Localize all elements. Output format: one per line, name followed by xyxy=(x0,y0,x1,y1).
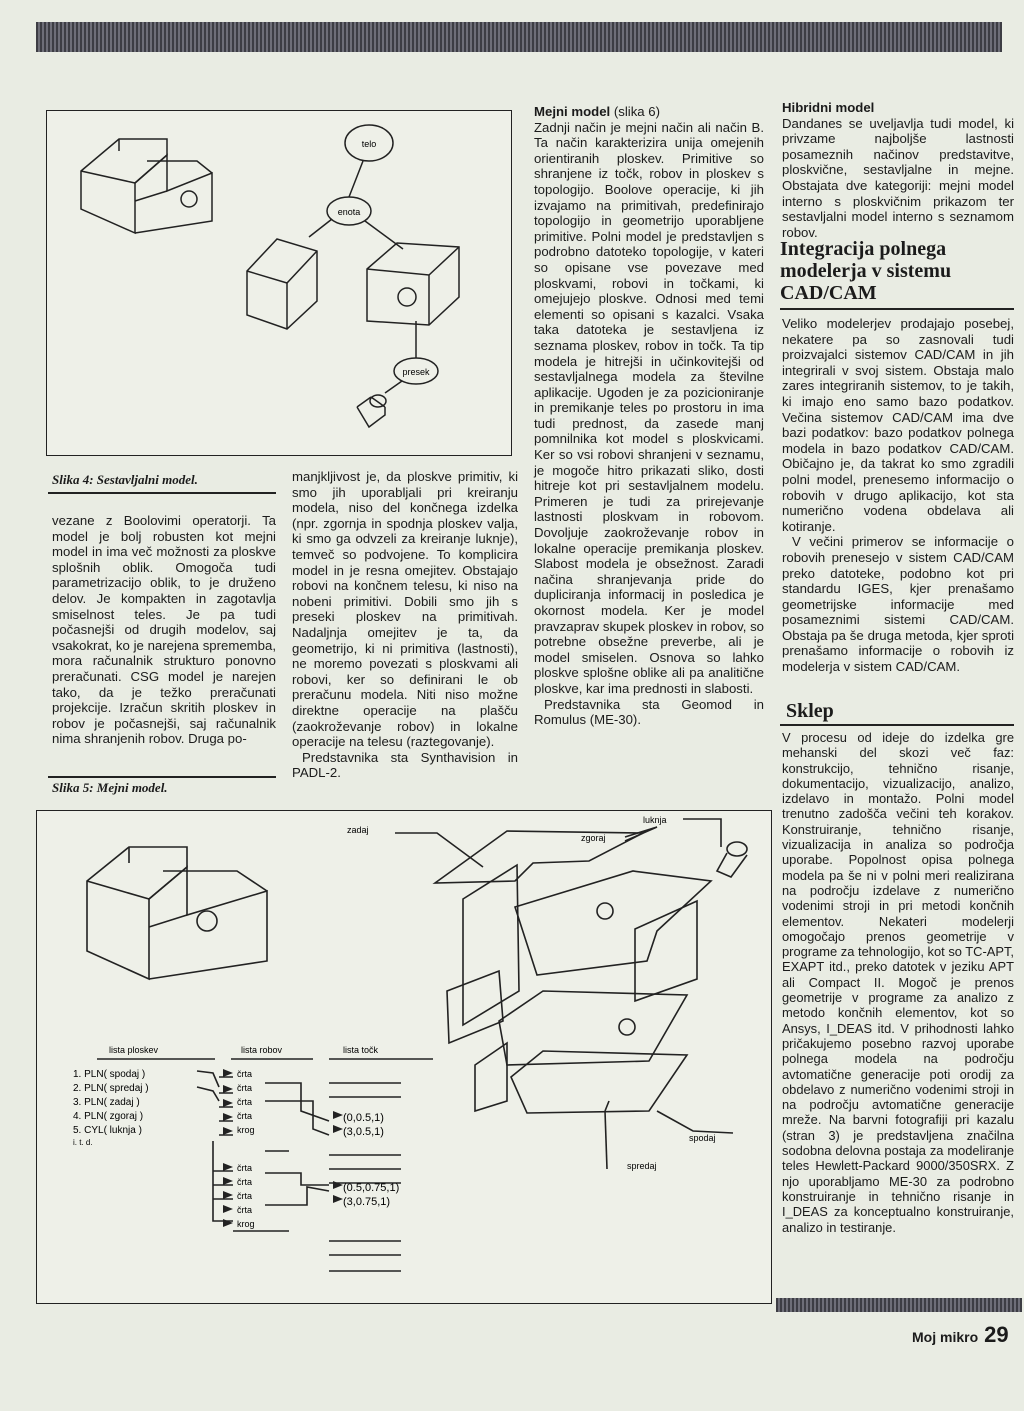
header-lista-tock: lista točk xyxy=(343,1045,379,1055)
edge-b-5: krog xyxy=(237,1219,255,1229)
heading-integracija: Integracija polnega modelerja v sistemu CAD/CAM xyxy=(780,238,952,304)
face-item-etc: i. t. d. xyxy=(73,1138,93,1147)
col4-paragraph-2: Veliko modelerjev prodajajo posebej, nekatere pa so zasnovali tudi proizvajalci sistemov CAD/CAM in jih integrirali v svoj sistem. Obstaja malo zares integriranih sistemov, to je takih, ki imajo eno samo bazo podatkov. Večina sistemov CAD/CAM ima dve bazi podatkov: bazo podatkov polnega modela in bazo podatkov CAD/CAM. Običajno je, da takrat ko smo zgradili polni model, prenesemo informacijo o robovih v drugo aplikacijo, kot sta numerično vodena obdelava ali kotiranje. xyxy=(782,316,1014,534)
edge-a-5: krog xyxy=(237,1125,255,1135)
label-telo: telo xyxy=(361,139,377,149)
point-b-1: (0.5,0.75,1) xyxy=(343,1182,400,1194)
col3-subhead: Mejni model xyxy=(534,104,611,119)
face-item-2: 2. PLN( spredaj ) xyxy=(73,1083,149,1094)
edge-a-2: črta xyxy=(237,1083,253,1093)
figure-5-box xyxy=(36,810,772,1304)
figure-5-drawing xyxy=(37,811,771,1303)
point-a-2: (3,0.5,1) xyxy=(343,1126,384,1138)
label-presek: presek xyxy=(402,367,430,377)
col3-paragraph-1: Zadnji način je mejni način ali način B. Ta način karakterizira unija omejenih orientiranih ploskev. Primitive so shranjene iz točk, robov in ploskev s topologijo. Boolove operacije, ki jih izvajamo na primitivah, predefinirajo topologijo in geometrijo uporabljene primitive. Polni model je predstavljen s podrobno datoteko topologije, v kateri so opisane vse povezave med ploskvami, robovi in točkami, ki omejujejo ploskve. Odnosi med temi elementi so opisani s kazalci. Vsaka taka datoteka je sestavljena iz seznama ploskev, robov in točk. Ta tip modela je hitrejši in učinkovitejši od sestavljalnega modela za številne aplikacije. Ugoden je za pozicioniranje in premikanje teles po prostoru in ima tudi prednost, da zasede manj pomnilnika kot model s ploskvicami. Ker so vsi robovi shranjeni v seznamu, je mogoče hitro prikazati sliko, dosti hitreje kot pri sestavljalnem modelu. Primeren je tudi za prirejevanje lastnosti ploskvam in robovom. Dovoljuje zaokroževanje robov in lokalne operacije premikanja ploskev. Slabost modela je obsežnost. Zaradi načina shranjevanja pride do dupliciranja informacij in posledica je okornost modela. Ker je model pravzaprav skupek ploskev in robov, so potrebne obsežne preverbe, ali je model smiselen. Osnova so lahko ploskve splošne oblike ali pa analitične ploskve, kar ima prednosti in slabosti. xyxy=(534,119,764,696)
edge-a-3: črta xyxy=(237,1097,253,1107)
figure-4-drawing xyxy=(47,111,511,455)
col4-paragraph-3: V večini primerov se informacije o robovih prenesejo v sistem CAD/CAM preko datoteke, podobno kot pri standardu IGES, kjer prenašamo geometrijske informacije med posameznimi sistemi CAD/CAM. Obstaja pa še druga metoda, kjer sproti prenašamo informacije o robovih iz modelerja v sistem CAD/CAM. xyxy=(782,534,1014,675)
col3-subhead-line xyxy=(534,104,764,120)
caption-rule-2 xyxy=(48,776,276,778)
edge-b-2: črta xyxy=(237,1177,253,1187)
page-number: 29 xyxy=(984,1322,1009,1347)
figure-4-caption: Slika 4: Sestavljalni model. xyxy=(52,472,198,487)
col4-subhead: Hibridni model xyxy=(782,100,875,115)
bottom-decorative-bar xyxy=(776,1298,1022,1312)
point-b-2: (3,0.75,1) xyxy=(343,1196,391,1208)
top-decorative-bar xyxy=(36,22,1002,52)
column-1 xyxy=(52,513,276,747)
column-4-bottom xyxy=(782,730,1014,1235)
face-item-5: 5. CYL( luknja ) xyxy=(73,1125,142,1136)
edge-b-1: črta xyxy=(237,1163,253,1173)
edge-b-4: črta xyxy=(237,1205,253,1215)
label-luknja: luknja xyxy=(643,815,667,825)
header-lista-ploskev: lista ploskev xyxy=(109,1045,159,1055)
col4-paragraph-1: Dandanes se uveljavlja tudi model, ki privzame najboljše lastnosti posameznih načinov predstavitve, ploskvične, sestavljalne in mejne. Obstajata dve kategoriji: mejni model interno s ploskvičnim prikazom ter sestavljalni model interno s seznamom robov. xyxy=(782,115,1014,240)
col1-paragraph-1: vezane z Boolovimi operatorji. Ta model je bolj robusten kot mejni model in ima več možnosti za ploskve splošnih oblik. Omogoča tudi parametrizacijo oblik, to je druženo delov. Je kompakten in zagotavlja smiselnost teles. Je pa tudi počasnejši od drugih modelov, saj vsakokrat, ko je narejena sprememba, mora računalnik strukturo ponovno preračunati. CSG model je narejen tako, da je težko preračunati projekcije. Izračun skritih ploskev in robov je počasnejši, saj računalnik nima shranjenih robov. Druga po- xyxy=(52,513,276,747)
col2-paragraph-2: Predstavnika sta Synthavision in PADL-2. xyxy=(292,749,518,781)
heading-rule-1 xyxy=(780,308,1014,310)
figure-4-box xyxy=(46,110,512,456)
caption-rule-1 xyxy=(48,492,276,494)
edge-b-3: črta xyxy=(237,1191,253,1201)
edge-a-4: črta xyxy=(237,1111,253,1121)
heading-rule-2 xyxy=(780,724,1014,726)
face-item-4: 4. PLN( zgoraj ) xyxy=(73,1111,144,1122)
col3-paragraph-2: Predstavnika sta Geomod in Romulus (ME-30). xyxy=(534,696,764,728)
col2-paragraph-1: manjkljivost je, da ploskve primitiv, ki smo jih uporabljali pri kreiranju modela, niso del končnega izdelka (npr. zgornja in spodnja ploskev valja, ki smo ga odvzeli za kreiranje luknje), temveč so podvojene. To komplicira model in je resna omejitev. Obstajajo robovi na končnem telesu, ki niso na nobeni primitivi. Dobili smo jih s preseki ploskev na primitivah. Nadaljnja omejitev je ta, da geometrijo, ki ni primitiva (lastnosti), ne moremo povezati s ploskvami ali robovi, ker so definirani le ob preračunu modela. Niti niso možne direktne operacije na plašču (zaokroževanje robov) in lokalne operacije na telesu (raztegovanje). xyxy=(292,469,518,750)
header-lista-robov: lista robov xyxy=(241,1045,283,1055)
label-zadaj: zadaj xyxy=(347,825,369,835)
face-item-3: 3. PLN( zadaj ) xyxy=(73,1097,140,1108)
face-item-1: 1. PLN( spodaj ) xyxy=(73,1069,146,1080)
col4-paragraph-4: V procesu od ideje do izdelka gre mehanski del skozi več faz: konstrukcijo, tehnično risanje, dokumentacijo, vizualizacijo, analizo, izdelavo in montažo. Polni model trenutno zadošča večini teh korakov. Konstruiranje, tehnično risanje, vizualizacija in analiza so področja uporabe. Popolnost opisa polnega modela pa še ni v polni meri realizirana na področju izdelave z numerično vodenimi stroji in pri metodi končnih elementov. Nekateri modelerji omogočajo prenos geometrije v programe za tehnologijo, kot so TC-APT, EXAPT itd., preko datotek v jeziku APT ali Compact II. Mogoč je prenos geometrije v programe za analizo z metodo končnih elementov, kot so Ansys, I_DEAS itd. V prihodnosti lahko pričakujemo posebno razvoj uporabe polnega modela na področju avtomatične generacije poti orodij za obdelavo z numerično vodenimi stroji in na področju avtomatične generacije mreže. Na barvni fotografiji pri kazalu (stran 3) je predstavljena značilna sodobna delovna postaja za modeliranje teles Hewlett-Packard 9000/350SRX. Z njo uporabljamo ME-30 za podrobno konstruiranje in tehnično risanje in I_DEAS za konceptualno konstruiranje, analizo in testiranje. xyxy=(782,730,1014,1235)
column-4-mid xyxy=(782,316,1014,675)
column-4-top xyxy=(782,100,1014,240)
heading-sklep: Sklep xyxy=(786,700,834,722)
col3-subhead-note: (slika 6) xyxy=(610,104,661,119)
label-spodaj: spodaj xyxy=(689,1133,716,1143)
label-zgoraj: zgoraj xyxy=(581,833,606,843)
magazine-name: Moj mikro xyxy=(912,1329,979,1345)
point-a-1: (0,0.5,1) xyxy=(343,1112,384,1124)
edge-a-1: črta xyxy=(237,1069,253,1079)
column-2 xyxy=(292,469,518,781)
label-enota: enota xyxy=(337,207,361,217)
column-3 xyxy=(534,104,764,728)
page-footer xyxy=(912,1322,1009,1348)
label-spredaj: spredaj xyxy=(627,1161,657,1171)
figure-5-caption: Slika 5: Mejni model. xyxy=(52,780,168,795)
